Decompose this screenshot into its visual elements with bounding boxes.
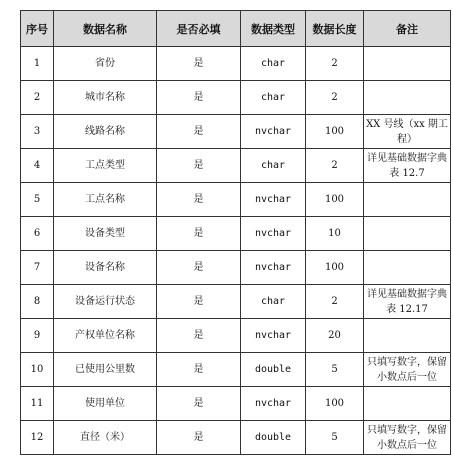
table-row <box>21 285 451 319</box>
header-data-type: 数据类型 <box>241 11 306 47</box>
cell-data-length: 20 <box>306 319 364 353</box>
cell-serial-number: 3 <box>21 115 54 149</box>
cell-required: 是 <box>157 81 241 115</box>
table-row <box>21 421 451 455</box>
cell-data-name: 工点类型 <box>54 149 157 183</box>
cell-required: 是 <box>157 285 241 319</box>
header-required: 是否必填 <box>157 11 241 47</box>
cell-remarks <box>364 183 451 217</box>
cell-data-name: 设备运行状态 <box>54 285 157 319</box>
cell-serial-number: 6 <box>21 217 54 251</box>
cell-data-type: char <box>241 149 306 183</box>
cell-data-name: 设备名称 <box>54 251 157 285</box>
cell-serial-number: 4 <box>21 149 54 183</box>
cell-remarks: 只填写数字，保留小数点后一位 <box>364 421 451 455</box>
table-row <box>21 115 451 149</box>
table-row <box>21 387 451 421</box>
cell-data-length: 2 <box>306 81 364 115</box>
cell-required: 是 <box>157 387 241 421</box>
cell-data-length: 2 <box>306 285 364 319</box>
cell-serial-number: 1 <box>21 47 54 81</box>
cell-required: 是 <box>157 217 241 251</box>
cell-data-name: 线路名称 <box>54 115 157 149</box>
cell-data-type: nvchar <box>241 319 306 353</box>
cell-data-length: 2 <box>306 47 364 81</box>
table-row <box>21 217 451 251</box>
cell-data-name: 已使用公里数 <box>54 353 157 387</box>
cell-data-length: 100 <box>306 251 364 285</box>
cell-serial-number: 7 <box>21 251 54 285</box>
cell-data-type: double <box>241 421 306 455</box>
cell-required: 是 <box>157 319 241 353</box>
table-row <box>21 319 451 353</box>
cell-data-length: 5 <box>306 353 364 387</box>
cell-data-name: 城市名称 <box>54 81 157 115</box>
header-serial-number: 序号 <box>21 11 54 47</box>
cell-data-type: nvchar <box>241 183 306 217</box>
cell-data-type: nvchar <box>241 251 306 285</box>
cell-data-length: 2 <box>306 149 364 183</box>
table-row <box>21 353 451 387</box>
header-data-length: 数据长度 <box>306 11 364 47</box>
cell-data-name: 使用单位 <box>54 387 157 421</box>
cell-required: 是 <box>157 47 241 81</box>
cell-data-length: 5 <box>306 421 364 455</box>
cell-data-name: 省份 <box>54 47 157 81</box>
table-row <box>21 183 451 217</box>
cell-data-name: 工点名称 <box>54 183 157 217</box>
table-row <box>21 81 451 115</box>
cell-serial-number: 12 <box>21 421 54 455</box>
cell-serial-number: 2 <box>21 81 54 115</box>
cell-data-length: 100 <box>306 183 364 217</box>
cell-serial-number: 10 <box>21 353 54 387</box>
cell-data-type: double <box>241 353 306 387</box>
table-row <box>21 149 451 183</box>
cell-remarks: 详见基础数据字典表 12.17 <box>364 285 451 319</box>
cell-data-name: 设备类型 <box>54 217 157 251</box>
cell-remarks: 只填写数字，保留小数点后一位 <box>364 353 451 387</box>
cell-remarks: XX 号线（xx 期工程） <box>364 115 451 149</box>
cell-data-length: 100 <box>306 387 364 421</box>
header-remarks: 备注 <box>364 11 451 47</box>
header-data-name: 数据名称 <box>54 11 157 47</box>
cell-data-type: char <box>241 81 306 115</box>
cell-data-name: 直径（米） <box>54 421 157 455</box>
table-row <box>21 47 451 81</box>
cell-required: 是 <box>157 353 241 387</box>
cell-required: 是 <box>157 251 241 285</box>
cell-serial-number: 5 <box>21 183 54 217</box>
cell-required: 是 <box>157 421 241 455</box>
data-dictionary-table <box>20 10 451 455</box>
cell-remarks <box>364 319 451 353</box>
cell-data-type: nvchar <box>241 387 306 421</box>
table-row <box>21 251 451 285</box>
cell-data-length: 10 <box>306 217 364 251</box>
cell-required: 是 <box>157 149 241 183</box>
cell-remarks <box>364 251 451 285</box>
cell-serial-number: 9 <box>21 319 54 353</box>
table-header-row <box>21 11 451 47</box>
cell-remarks: 详见基础数据字典表 12.7 <box>364 149 451 183</box>
cell-data-type: char <box>241 47 306 81</box>
cell-data-type: char <box>241 285 306 319</box>
data-dictionary-table-wrapper <box>20 10 451 455</box>
cell-required: 是 <box>157 183 241 217</box>
cell-serial-number: 8 <box>21 285 54 319</box>
cell-remarks <box>364 387 451 421</box>
cell-required: 是 <box>157 115 241 149</box>
cell-data-type: nvchar <box>241 217 306 251</box>
cell-remarks <box>364 81 451 115</box>
cell-data-type: nvchar <box>241 115 306 149</box>
cell-remarks <box>364 47 451 81</box>
cell-data-name: 产权单位名称 <box>54 319 157 353</box>
cell-data-length: 100 <box>306 115 364 149</box>
cell-serial-number: 11 <box>21 387 54 421</box>
cell-remarks <box>364 217 451 251</box>
